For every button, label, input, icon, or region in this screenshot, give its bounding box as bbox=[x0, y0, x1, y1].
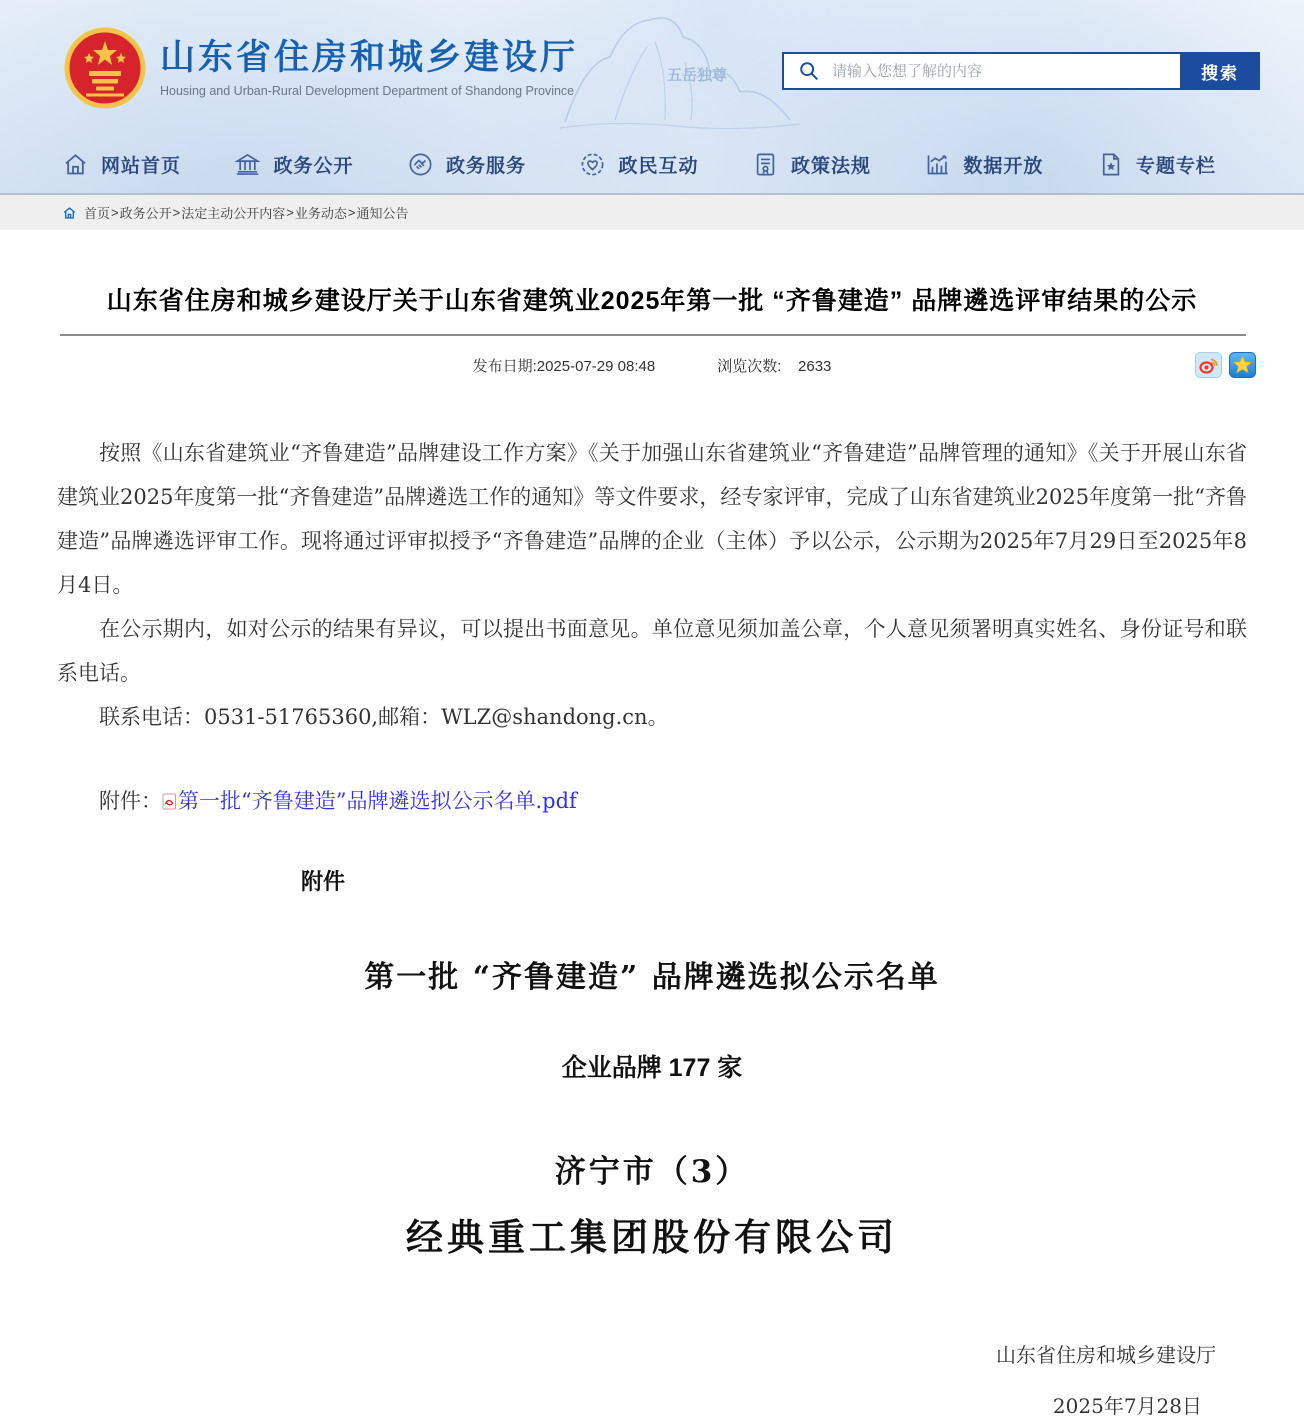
main-navigation bbox=[0, 135, 1304, 193]
publish-date-value: 2025-07-29 08:48 bbox=[536, 358, 656, 375]
breadcrumb-item-gov-disclosure[interactable]: 政务公开 bbox=[119, 206, 172, 221]
svg-text:五岳独尊: 五岳独尊 bbox=[667, 67, 728, 84]
doc-subtitle: 企业品牌 177 家 bbox=[561, 1054, 743, 1082]
star-document-icon bbox=[1097, 151, 1124, 178]
search-box bbox=[782, 52, 1260, 90]
site-title-block bbox=[160, 38, 578, 98]
breadcrumb-item-home[interactable]: 首页 bbox=[84, 206, 111, 221]
title-divider bbox=[60, 334, 1246, 336]
article-paragraph: 按照《山东省建筑业“齐鲁建造”品牌建设工作方案》《关于加强山东省建筑业“齐鲁建造”品牌管理的通知》《关于开展山东省建筑业2025年度第一批“齐鲁建造”品牌遴选工作的通知》等文件要求，经专家评审，完成了山东省建筑业2025年度第一批“齐鲁建造”品牌遴选评审工作。现将通过评审拟授予“齐鲁建造”品牌的企业（主体）予以公示，公示期为2025年7月29日至2025年8月4日。 bbox=[57, 441, 1247, 597]
breadcrumb-item-business-news[interactable]: 业务动态 bbox=[294, 206, 347, 221]
view-count-label: 浏览次数: bbox=[717, 358, 782, 375]
site-header bbox=[0, 0, 1304, 135]
policy-document-icon bbox=[752, 151, 779, 178]
heart-hands-icon bbox=[579, 151, 606, 178]
attachment-row bbox=[46, 785, 1258, 815]
nav-item-open-data[interactable] bbox=[924, 151, 1043, 178]
nav-item-label: 网站首页 bbox=[101, 155, 182, 177]
nav-item-label: 政民互动 bbox=[618, 155, 699, 177]
national-emblem-logo[interactable] bbox=[64, 27, 146, 109]
attachment-label: 附件： bbox=[99, 789, 162, 813]
doc-date: 2025年7月28日 bbox=[1052, 1394, 1202, 1418]
breadcrumb-item-statutory-content[interactable]: 法定主动公开内容 bbox=[181, 206, 286, 221]
search-input[interactable] bbox=[832, 63, 1180, 80]
view-count bbox=[717, 355, 831, 376]
attachment-pdf-link[interactable]: 第一批“齐鲁建造”品牌遴选拟公示名单.pdf bbox=[178, 789, 577, 813]
pdf-file-icon bbox=[162, 793, 177, 810]
nav-item-gov-services[interactable] bbox=[407, 151, 526, 178]
breadcrumb bbox=[0, 195, 1304, 230]
handshake-icon bbox=[407, 151, 434, 178]
breadcrumb-home-icon bbox=[62, 206, 77, 220]
search-icon bbox=[798, 60, 820, 82]
nav-item-special-columns[interactable] bbox=[1097, 151, 1216, 178]
qzone-share-icon[interactable] bbox=[1229, 352, 1256, 378]
publish-date-label: 发布日期: bbox=[472, 358, 537, 375]
article-paragraph: 在公示期内，如对公示的结果有异议，可以提出书面意见。单位意见须加盖公章，个人意见须署明真实姓名、身份证号和联系电话。 bbox=[57, 617, 1247, 685]
nav-item-home[interactable] bbox=[62, 151, 181, 178]
publish-date bbox=[473, 355, 656, 376]
article-title: 山东省住房和城乡建设厅关于山东省建筑业2025年第一批 “齐鲁建造” 品牌遴选评审结果的公示 bbox=[106, 287, 1198, 315]
search-button[interactable]: 搜索 bbox=[1180, 52, 1260, 90]
doc-city-heading: 济宁市（3） bbox=[554, 1154, 750, 1190]
nav-item-label: 政务公开 bbox=[273, 155, 354, 177]
article-body bbox=[46, 431, 1258, 739]
breadcrumb-separator: > bbox=[111, 205, 119, 220]
nav-item-label: 专题专栏 bbox=[1135, 155, 1216, 177]
doc-title: 第一批 “齐鲁建造” 品牌遴选拟公示名单 bbox=[364, 960, 940, 995]
doc-signature: 山东省住房和城乡建设厅 bbox=[996, 1343, 1216, 1367]
breadcrumb-item-notices[interactable]: 通知公告 bbox=[356, 206, 409, 221]
view-count-value: 2633 bbox=[798, 358, 832, 375]
doc-appendix-label: 附件 bbox=[301, 869, 346, 894]
site-title: 山东省住房和城乡建设厅 bbox=[160, 37, 579, 77]
doc-company-name: 经典重工集团股份有限公司 bbox=[406, 1215, 898, 1259]
breadcrumb-separator: > bbox=[172, 205, 181, 220]
breadcrumb-separator: > bbox=[286, 205, 294, 220]
site-top-area bbox=[0, 0, 1304, 195]
nav-item-label: 政策法规 bbox=[790, 155, 871, 177]
site-subtitle: Housing and Urban-Rural Development Department of Shandong Province bbox=[160, 83, 575, 98]
nav-item-label: 数据开放 bbox=[963, 155, 1044, 177]
breadcrumb-separator: > bbox=[347, 205, 356, 220]
weibo-share-icon[interactable] bbox=[1195, 352, 1222, 378]
bank-icon bbox=[234, 151, 261, 178]
contact-info: 联系电话：0531-51765360,邮箱：WLZ@shandong.cn。 bbox=[99, 705, 669, 729]
embedded-document-preview bbox=[46, 865, 1258, 1419]
article-meta bbox=[46, 349, 1258, 379]
article-content bbox=[0, 281, 1304, 1419]
nav-item-label: 政务服务 bbox=[445, 155, 526, 177]
nav-item-policies[interactable] bbox=[752, 151, 871, 178]
nav-item-gov-disclosure[interactable] bbox=[234, 151, 353, 178]
share-icons bbox=[1195, 352, 1256, 378]
doc-signature-block bbox=[46, 1339, 1258, 1419]
home-icon bbox=[62, 151, 89, 178]
nav-item-public-interaction[interactable] bbox=[579, 151, 698, 178]
data-chart-icon bbox=[924, 151, 951, 178]
